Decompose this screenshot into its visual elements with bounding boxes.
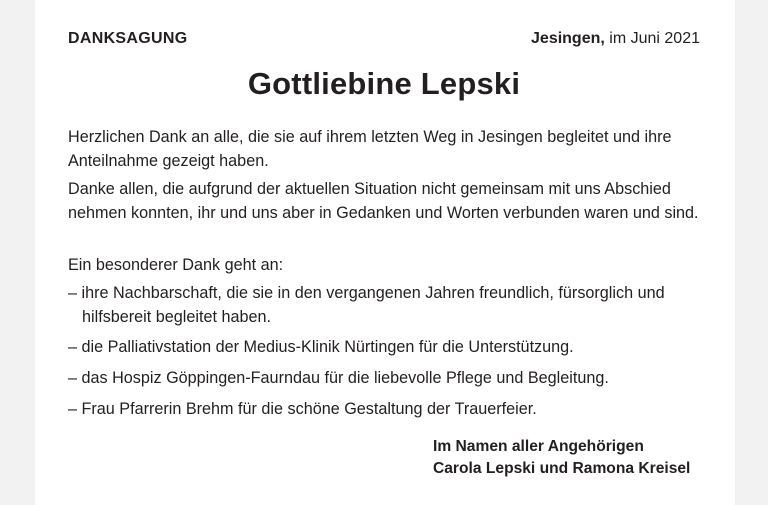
thanks-list-item: – ihre Nachbarschaft, die sie in den vergangenen Jahren freundlich, fürsorglich und hilfsbereit begleitet haben. — [68, 284, 665, 326]
signature-line-names: Carola Lepski und Ramona Kreisel — [433, 460, 691, 477]
date-text: im Juni 2021 — [604, 30, 700, 47]
paragraph-situation: Danke allen, die aufgrund der aktuellen Situation nicht gemeinsam mit uns Abschied nehmen konnten, ihr und uns aber in Gedanken und Worten verbunden waren und sind. — [68, 180, 699, 222]
place-date — [531, 30, 700, 48]
deceased-name: Gottliebine Lepski — [247, 66, 521, 101]
thanks-list-item: – die Palliativstation der Medius-Klinik Nürtingen für die Unterstützung. — [68, 338, 574, 356]
thanks-list-item: – das Hospiz Göppingen-Faurndau für die liebevolle Pflege und Begleitung. — [68, 369, 609, 387]
notice-type-label: DANKSAGUNG — [68, 30, 188, 47]
paragraph-thanks: Herzlichen Dank an alle, die sie auf ihrem letzten Weg in Jesingen begleitet und ihre Anteilnahme gezeigt haben. — [68, 128, 672, 170]
thanks-list-item: – Frau Pfarrerin Brehm für die schöne Gestaltung der Trauerfeier. — [68, 400, 537, 418]
signature-line-family: Im Namen aller Angehörigen — [433, 438, 644, 455]
place-name: Jesingen, — [531, 30, 605, 47]
paragraph-special-thanks-intro: Ein besonderer Dank geht an: — [68, 256, 284, 274]
